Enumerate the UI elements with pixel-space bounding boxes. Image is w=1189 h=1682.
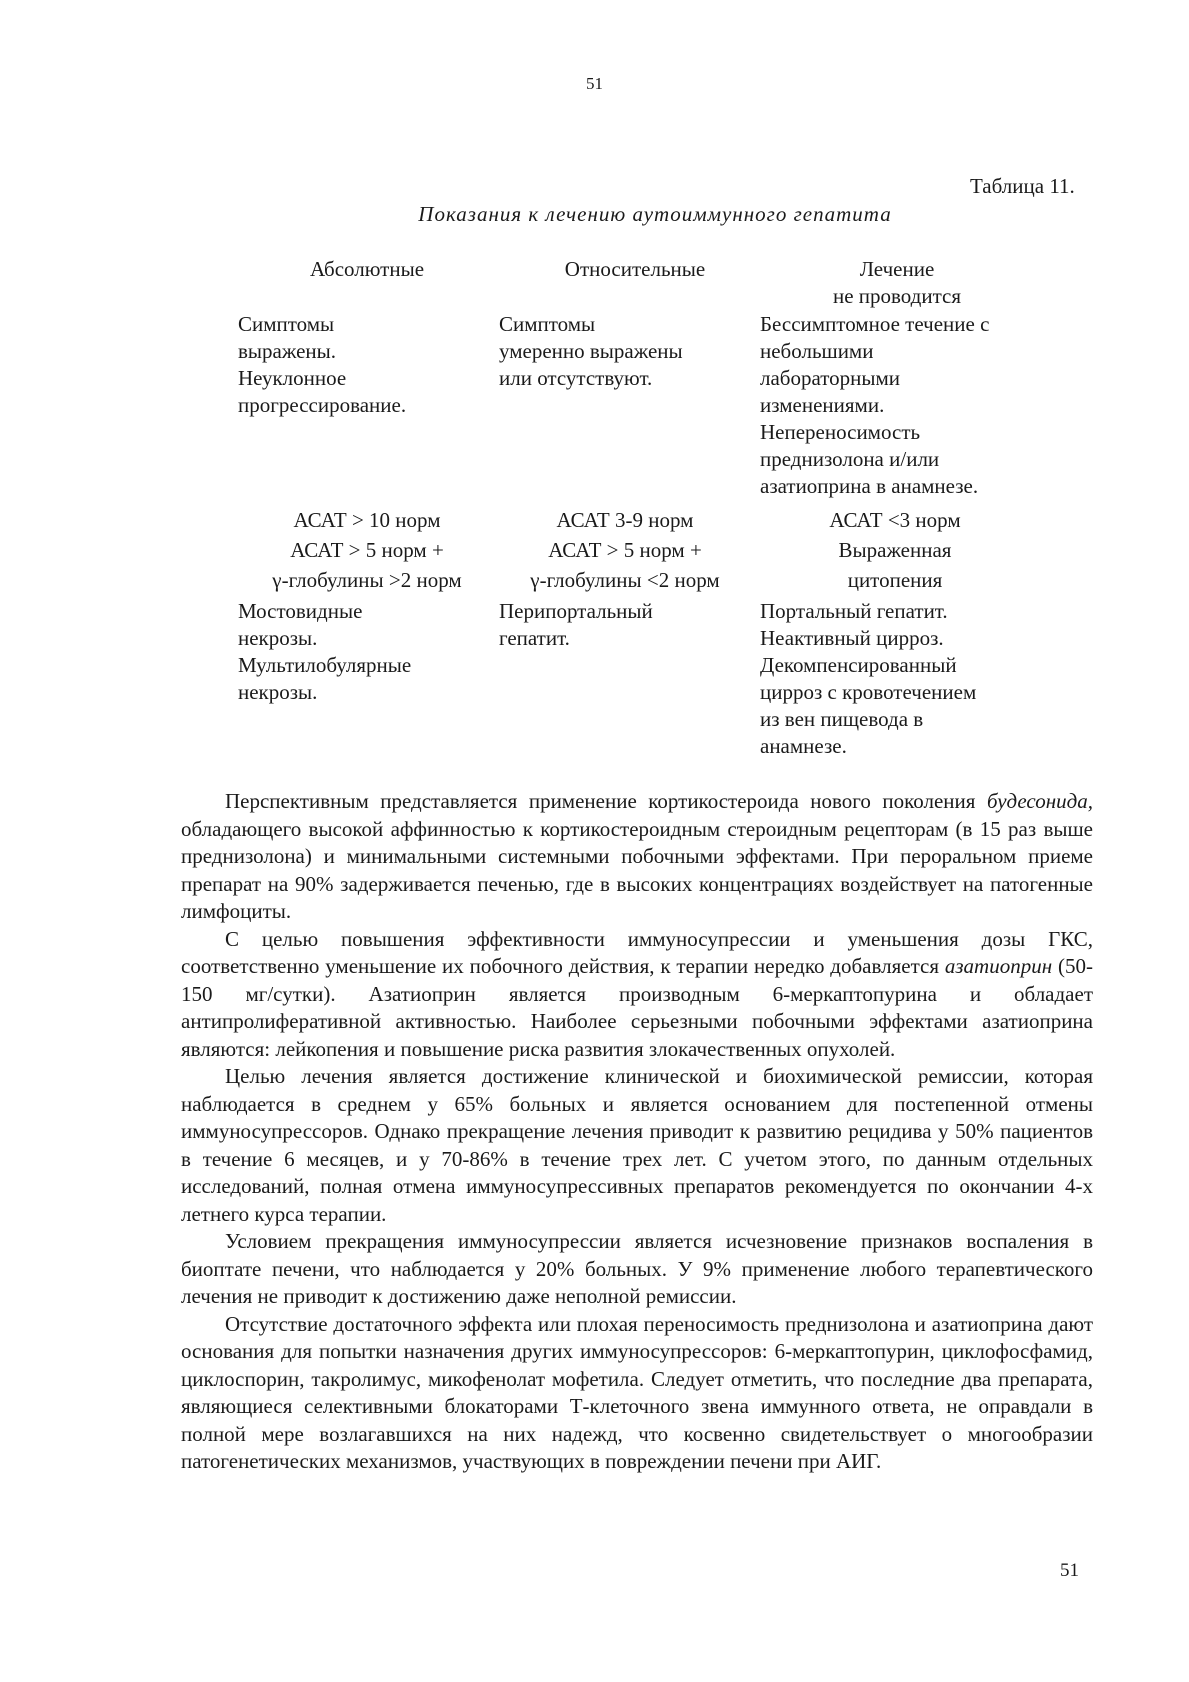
body-text [181, 788, 1093, 1476]
histology-absolute-cell [238, 598, 488, 706]
paragraph-azathioprine [181, 926, 1093, 1064]
page-number-top: 51 [586, 74, 603, 93]
cell-line: Неуклонное [238, 366, 347, 390]
cell-line: Неактивный цирроз. [760, 626, 944, 650]
cell-line: Бессимптомное течение с [760, 312, 990, 336]
cell-line: АСАТ <3 норм [829, 508, 961, 532]
header-no-treatment-line1: Лечение [859, 257, 935, 281]
drug-name-italic: азатиоприн [944, 954, 1053, 978]
paragraph-text: (50- 150 мг/сутки). Азатиоприн является производным 6-меркаптопурина и обладает антипролиферативной активностью. Наиболее серьезными побочными эффектами азатиоприна являются: лейкопения и повышение риска развития злокачественных опухолей. [181, 954, 1093, 1061]
cell-line: Портальный гепатит. [760, 599, 948, 623]
cell-line: Мостовидные [238, 599, 363, 623]
cell-line: или отсутствуют. [499, 366, 653, 390]
labs-absolute-cell [232, 505, 502, 595]
labs-none-cell [760, 505, 1030, 595]
cell-line: АСАТ > 5 норм + [548, 538, 702, 562]
cell-line: АСАТ > 5 норм + [290, 538, 444, 562]
cell-line: некрозы. [238, 680, 318, 704]
table-title: Показания к лечению аутоиммунного гепатита [418, 202, 892, 226]
cell-line: лабораторными [760, 366, 901, 390]
cell-line: γ-глобулины <2 норм [530, 568, 720, 592]
labs-relative-cell [490, 505, 760, 595]
cell-line: небольшими [760, 339, 874, 363]
cell-line: умеренно выражены [499, 339, 683, 363]
header-relative-label: Относительные [564, 257, 706, 281]
histology-none-cell [760, 598, 1060, 760]
cell-line: Непереносимость [760, 420, 921, 444]
cell-line: из вен пищевода в [760, 707, 924, 731]
paragraph-text: С целью повышения эффективности иммуносупрессии и уменьшения дозы ГКС, соответственно уменьшение их побочного действия, к терапии нередко добавляется [181, 926, 1093, 978]
paragraph-alternatives: Отсутствие достаточного эффекта или плохая переносимость преднизолона и азатиоприна дают основания для попытки назначения других иммуносупрессоров: 6-меркаптопурин, циклофосфамид, циклоспорин, такролимус, микофенолат мофетила. Следует отметить, что последние два препарата, являющиеся селективными блокаторами Т-клеточного звена иммунного ответа, не оправдали в полной мере возлагавшихся на них надежд, что косвенно свидетельствует о многообразии патогенетических механизмов, участвующих в повреждении печени при АИГ. [181, 1311, 1093, 1473]
table-label: Таблица 11. [970, 174, 1075, 198]
symptoms-relative-cell [499, 311, 749, 392]
cell-line: АСАТ 3-9 норм [556, 508, 694, 532]
paragraph-budesonide [181, 788, 1093, 926]
histology-relative-cell [499, 598, 749, 652]
cell-line: преднизолона и/или [760, 447, 940, 471]
paragraph-text: Перспективным представляется применение кортикостероида нового поколения [225, 789, 987, 813]
header-relative [500, 256, 770, 283]
paragraph-withdrawal: Условием прекращения иммуносупрессии является исчезновение признаков воспаления в биоптате печени, что наблюдается у 20% больных. У 9% применение любого терапевтического лечения не приводит к достижению даже неполной ремиссии. [181, 1229, 1093, 1308]
paragraph-remission: Целью лечения является достижение клинической и биохимической ремиссии, которая наблюдается в среднем у 65% больных и является основанием для постепенной отмены иммуносупрессоров. Однако прекращение лечения приводит к развитию рецидива у 50% пациентов в течение 6 месяцев, и у 70-86% в течение трех лет. С учетом этого, по данным отдельных исследований, полная отмена иммуносупрессивных препаратов рекомендуется по окончании 4-х летнего курса терапии. [181, 1064, 1093, 1226]
cell-line: Выраженная [838, 538, 952, 562]
cell-line: изменениями. [760, 393, 885, 417]
drug-name-italic: будесонида, [986, 789, 1093, 813]
header-absolute [232, 256, 502, 283]
cell-line: прогрессирование. [238, 393, 407, 417]
cell-line: Симптомы [499, 312, 596, 336]
symptoms-none-cell [760, 311, 1060, 500]
cell-line: Симптомы [238, 312, 335, 336]
header-no-treatment-line2: не проводится [832, 284, 962, 308]
page-number-bottom: 51 [1060, 1560, 1079, 1581]
header-absolute-label: Абсолютные [309, 257, 425, 281]
cell-line: анамнезе. [760, 734, 847, 758]
cell-line: некрозы. [238, 626, 318, 650]
cell-line: цитопения [847, 568, 943, 592]
cell-line: Декомпенсированный [760, 653, 957, 677]
cell-line: АСАТ > 10 норм [293, 508, 441, 532]
cell-line: γ-глобулины >2 норм [272, 568, 462, 592]
symptoms-absolute-cell [238, 311, 488, 419]
cell-line: Перипортальный [499, 599, 653, 623]
cell-line: гепатит. [499, 626, 570, 650]
header-no-treatment [762, 256, 1032, 310]
cell-line: Мультилобулярные [238, 653, 412, 677]
paragraph-text: обладающего высокой аффинностью к кортикостероидным стероидным рецепторам (в 15 раз выше преднизолона) и минимальными системными побочными эффектами. При пероральном приеме препарат на 90% задерживается печенью, где в высоких концентрациях воздействует на патогенные лимфоциты. [181, 816, 1093, 923]
cell-line: азатиоприна в анамнезе. [760, 474, 979, 498]
cell-line: выражены. [238, 339, 336, 363]
cell-line: цирроз с кровотечением [760, 680, 977, 704]
